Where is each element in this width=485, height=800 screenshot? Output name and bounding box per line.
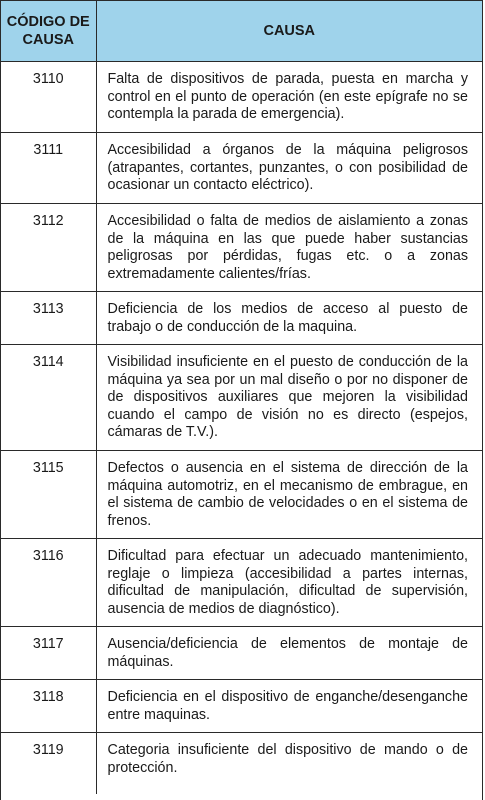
table-body — [1, 62, 482, 795]
cause-description: Defectos o ausencia en el sistema de dirección de la máquina automotriz, en el mecanismo de embrague, en el sistema de cambio de velocidades o en el sistema de frenos. — [96, 451, 482, 539]
cause-table — [1, 1, 482, 794]
table-row — [1, 204, 482, 292]
cause-description: Deficiencia de los medios de acceso al puesto de trabajo o de conducción de la maquina. — [96, 292, 482, 345]
table-row — [1, 133, 482, 204]
cause-code: 3114 — [1, 345, 96, 451]
cause-code: 3112 — [1, 204, 96, 292]
cause-column-header: CAUSA — [96, 1, 482, 62]
cause-code: 3111 — [1, 133, 96, 204]
cause-description: Ausencia/deficiencia de elementos de montaje de máquinas. — [96, 627, 482, 680]
cause-description: Falta de dispositivos de parada, puesta en marcha y control en el punto de operación (en este epígrafe no se contempla la parada de emergencia). — [96, 62, 482, 133]
cause-code: 3113 — [1, 292, 96, 345]
cause-code: 3118 — [1, 680, 96, 733]
code-column-header: CÓDIGO DE CAUSA — [1, 1, 96, 62]
table-row — [1, 627, 482, 680]
cause-description: Dificultad para efectuar un adecuado mantenimiento, reglaje o limpieza (accesibilidad a partes internas, dificultad de manipulación, dificultad de supervisión, ausencia de medios de diagnóstico). — [96, 539, 482, 627]
table-row — [1, 680, 482, 733]
table-row — [1, 733, 482, 795]
table-row — [1, 539, 482, 627]
cause-description: Deficiencia en el dispositivo de enganche/desenganche entre maquinas. — [96, 680, 482, 733]
header-row — [1, 1, 482, 62]
cause-description: Accesibilidad a órganos de la máquina peligrosos (atrapantes, cortantes, punzantes, o con posibilidad de ocasionar un contacto eléctrico). — [96, 133, 482, 204]
table-row — [1, 292, 482, 345]
cause-code: 3119 — [1, 733, 96, 795]
cause-description: Categoria insuficiente del dispositivo de mando o de protección. — [96, 733, 482, 795]
cause-description: Visibilidad insuficiente en el puesto de conducción de la máquina ya sea por un mal diseño o por no disponer de de dispositivos auxiliares que mejoren la visibilidad cuando el campo de visión no es directo (espejos, cámaras de T.V.). — [96, 345, 482, 451]
cause-code: 3116 — [1, 539, 96, 627]
cause-code: 3110 — [1, 62, 96, 133]
table-row — [1, 451, 482, 539]
table-row — [1, 345, 482, 451]
cause-description: Accesibilidad o falta de medios de aislamiento a zonas de la máquina en las que puede haber sustancias peligrosas por pérdidas, fugas etc. o a zonas extremadamente calientes/frías. — [96, 204, 482, 292]
cause-code: 3115 — [1, 451, 96, 539]
table-header — [1, 1, 482, 62]
table-row — [1, 62, 482, 133]
cause-code: 3117 — [1, 627, 96, 680]
